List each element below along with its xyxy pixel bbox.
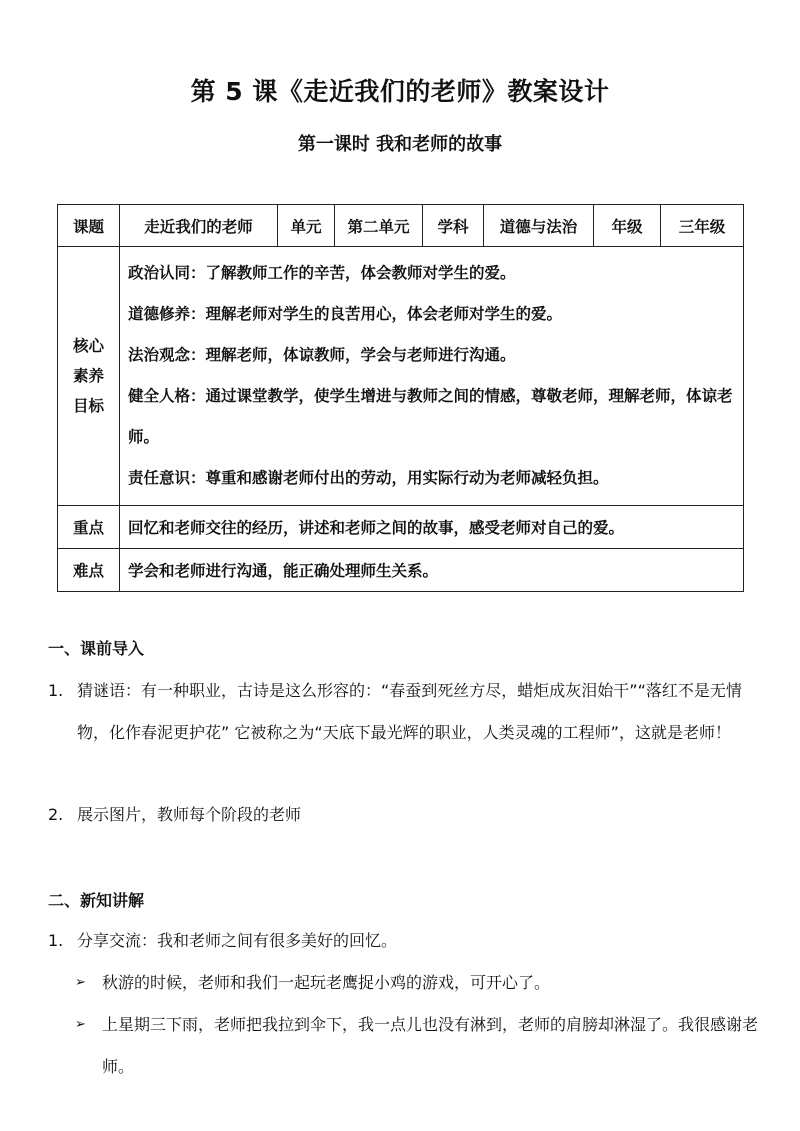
difficulty-label: 难点	[58, 549, 120, 592]
bullet-text: 秋游的时候，老师和我们一起玩老鹰捉小鸡的游戏，可开心了。	[102, 973, 551, 992]
table-cell: 第二单元	[335, 205, 423, 247]
bullet-text: 上星期三下雨，老师把我拉到伞下，我一点儿也没有淋到，老师的肩膀却淋湿了。我很感谢老师。	[102, 1015, 759, 1076]
table-cell: 年级	[594, 205, 661, 247]
list-text: 猜谜语：有一种职业，古诗是这么形容的：“春蚕到死丝方尽，蜡炬成灰泪始干”“落红不是无情物，化作春泥更护花” 它被称之为“天底下最光辉的职业，人类灵魂的工程师”，这就是老师！	[77, 681, 742, 742]
list-item	[48, 670, 758, 754]
table-cell: 课题	[58, 205, 120, 247]
list-text: 展示图片，教师每个阶段的老师	[77, 805, 302, 824]
table-cell: 三年级	[661, 205, 744, 247]
difficulty-text: 学会和老师进行沟通，能正确处理师生关系。	[120, 549, 744, 592]
arrow-bullet-icon: ➢	[75, 1017, 86, 1032]
core-label-line: 目标	[72, 397, 104, 415]
list-number: 2.	[48, 805, 64, 824]
list-number: 1.	[48, 931, 64, 950]
lesson-info-table	[57, 204, 744, 592]
arrow-bullet-icon: ➢	[75, 975, 86, 990]
core-goals-content	[120, 247, 744, 506]
section-heading: 一、课前导入	[48, 639, 145, 658]
focus-row	[58, 506, 744, 549]
bullet-item	[75, 962, 760, 1004]
core-label-line: 素养	[72, 367, 104, 385]
core-goal-item: 政治认同：了解教师工作的辛苦，体会教师对学生的爱。	[128, 264, 516, 282]
table-header-row	[58, 205, 744, 247]
list-item	[48, 920, 758, 962]
table-cell: 道德与法治	[484, 205, 594, 247]
list-number: 1.	[48, 681, 64, 700]
table-cell: 学科	[423, 205, 484, 247]
list-text: 分享交流：我和老师之间有很多美好的回忆。	[77, 931, 398, 950]
core-goals-label	[58, 247, 120, 506]
focus-label: 重点	[58, 506, 120, 549]
table-cell: 走近我们的老师	[120, 205, 278, 247]
bullet-item	[75, 1004, 760, 1088]
core-label-line: 核心	[72, 337, 104, 355]
list-item	[48, 794, 758, 836]
core-goal-item: 健全人格：通过课堂教学，使学生增进与教师之间的情感，尊敬老师，理解老师，体谅老师。	[128, 387, 733, 446]
difficulty-row	[58, 549, 744, 592]
document-title: 第 5 课《走近我们的老师》教案设计	[190, 77, 610, 106]
core-goals-row	[58, 247, 744, 506]
core-goal-item: 道德修养：理解老师对学生的良苦用心，体会老师对学生的爱。	[128, 305, 563, 323]
lesson-subtitle: 第一课时 我和老师的故事	[297, 134, 503, 155]
focus-text: 回忆和老师交往的经历，讲述和老师之间的故事，感受老师对自己的爱。	[120, 506, 744, 549]
section-heading: 二、新知讲解	[48, 891, 145, 910]
table-cell: 单元	[278, 205, 335, 247]
core-goal-item: 法治观念：理解老师，体谅教师，学会与老师进行沟通。	[128, 346, 516, 364]
core-goal-item: 责任意识：尊重和感谢老师付出的劳动，用实际行动为老师减轻负担。	[128, 469, 609, 487]
